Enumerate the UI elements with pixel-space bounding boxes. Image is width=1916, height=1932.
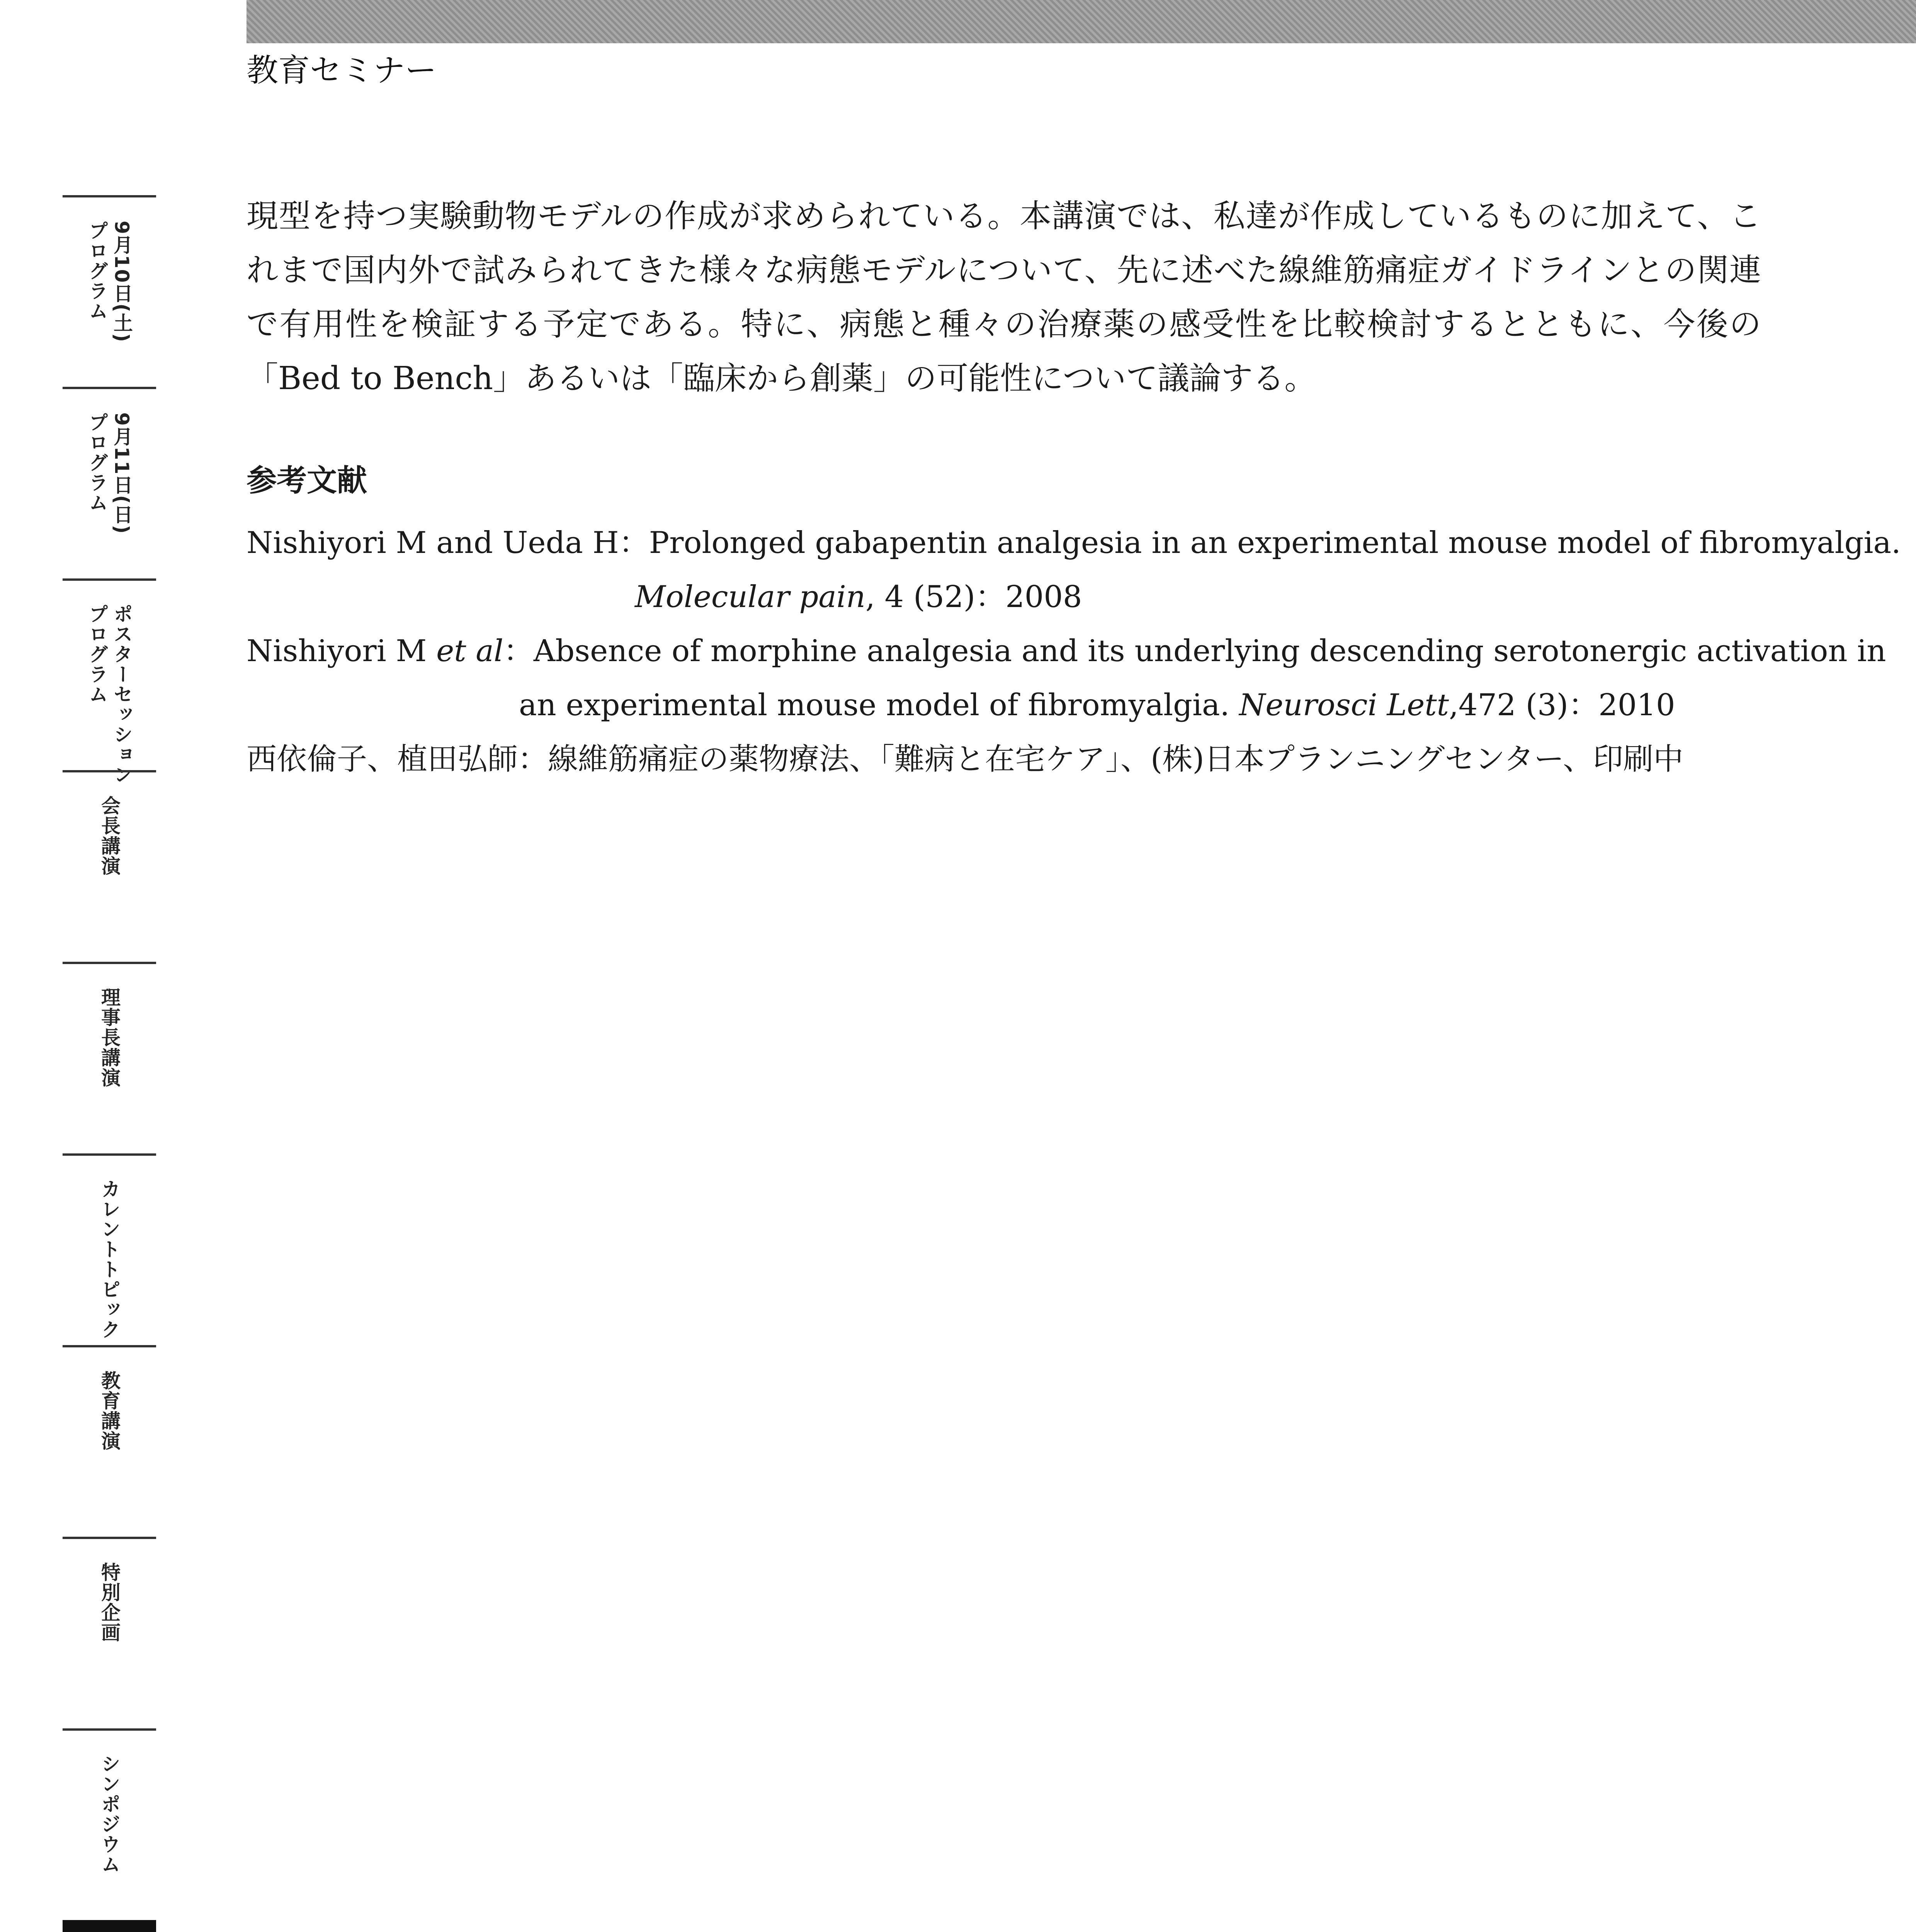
reference-authors: Nishiyori M and Ueda H：: [247, 526, 649, 560]
reference-title-continued: an experimental mouse model of fibromyalgia.: [519, 688, 1239, 723]
reference-authors: Nishiyori M: [247, 634, 437, 668]
side-tab-label-line: プログラム: [86, 604, 108, 704]
side-tab[interactable]: [63, 1920, 156, 1932]
side-tab-label: [87, 412, 131, 534]
reference-details: ,472 (3)：2010: [1449, 688, 1675, 723]
reference-journal: Neurosci Lett: [1239, 688, 1449, 723]
section-label: 教育セミナー: [247, 52, 437, 89]
side-tab-label: [100, 1179, 119, 1340]
reference-item: [247, 732, 1773, 786]
reference-authors-separator: ：: [503, 634, 534, 668]
side-tab-label: [87, 604, 131, 785]
side-tab-label-line: ポスターセッション: [111, 604, 133, 785]
side-tab-label-line: 9月10日(土): [111, 221, 133, 343]
side-tab-label: [100, 1754, 119, 1874]
side-tab[interactable]: [63, 962, 156, 1153]
reference-continuation: [247, 678, 1773, 732]
side-tab-label-line: 特別企画: [98, 1562, 121, 1643]
side-tab[interactable]: [63, 1153, 156, 1345]
side-tab-label: [100, 796, 119, 876]
side-tab-label-line: プログラム: [86, 412, 108, 513]
side-tab-label: [87, 221, 131, 343]
reference-item: [247, 516, 1901, 624]
reference-title: Absence of morphine analgesia and its underlying descending serotonergic activation in: [533, 634, 1886, 668]
reference-journal: Molecular pain: [635, 580, 865, 614]
side-tab[interactable]: [63, 770, 156, 962]
side-tab-label-line: 理事長講演: [98, 987, 121, 1088]
side-tab[interactable]: [63, 1345, 156, 1537]
side-tab-label-line: カレントトピック: [98, 1179, 121, 1340]
references-heading: 参考文献: [247, 463, 367, 498]
side-tab-label-line: 会長講演: [98, 796, 121, 876]
side-tab-label-line: 教育講演: [98, 1371, 121, 1451]
side-tab[interactable]: [63, 387, 156, 578]
side-tab-label-line: シンポジウム: [98, 1754, 121, 1874]
reference-details: , 4 (52)：2008: [865, 580, 1082, 614]
side-tab[interactable]: [63, 1728, 156, 1920]
side-tab-navigation: [63, 195, 156, 1932]
side-tab-label: [100, 1371, 119, 1451]
reference-authors-etal: et al: [436, 634, 503, 668]
side-tab[interactable]: [63, 578, 156, 785]
reference-item: [247, 624, 1886, 732]
header-bar: [247, 0, 1916, 43]
side-tab[interactable]: [63, 1537, 156, 1728]
side-tab-label-line: プログラム: [86, 221, 108, 321]
reference-text: 西依倫子、植田弘師：線維筋痛症の薬物療法、「難病と在宅ケア」、(株)日本プランニングセンター、印刷中: [247, 742, 1684, 777]
references-list: [247, 516, 1901, 786]
reference-title: Prolonged gabapentin analgesia in an experimental mouse model of fibromyalgia.: [649, 526, 1901, 560]
side-tab-label: [100, 1562, 119, 1643]
body-paragraph: 現型を持つ実験動物モデルの作成が求められている。本講演では、私達が作成しているものに加えて、これまで国内外で試みられてきた様々な病態モデルについて、先に述べた線維筋痛症ガイドラインとの関連で有用性を検証する予定である。特に、病態と種々の治療薬の感受性を比較検討するとともに、今後の「Bed to Bench」あるいは「臨床から創薬」の可能性について議論する。: [247, 198, 1761, 397]
side-tab-label: [100, 987, 119, 1088]
reference-continuation: [247, 570, 1773, 624]
side-tab[interactable]: [63, 195, 156, 387]
side-tab-label-line: 9月11日(日): [111, 412, 133, 535]
